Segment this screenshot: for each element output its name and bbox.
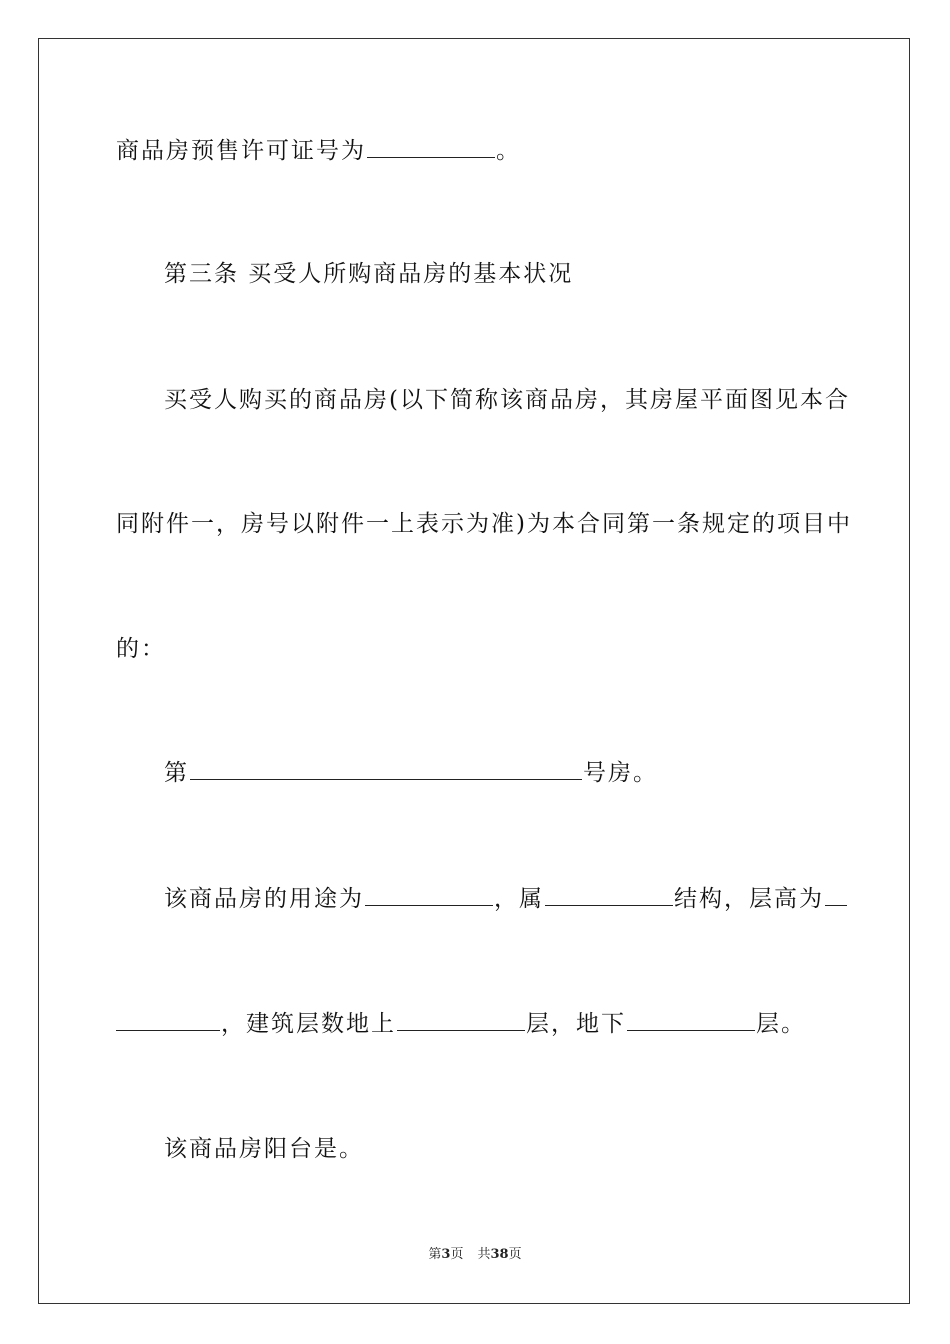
- floors-below-suffix: 层。: [756, 1011, 806, 1037]
- footer-total-prefix: 共: [477, 1247, 491, 1262]
- paragraph-line-3: 的：: [116, 636, 166, 662]
- paragraph-line-2: 同附件一，房号以附件一上表示为准)为本合同第一条规定的项目中: [116, 511, 852, 537]
- floor-height-blank-start[interactable]: [825, 885, 847, 906]
- footer-total-suffix: 页: [508, 1247, 522, 1262]
- room-number-prefix: 第: [164, 760, 189, 786]
- floors-below-label: 层，地下: [526, 1011, 626, 1037]
- balcony-line: 该商品房阳台是。: [164, 1136, 364, 1162]
- floor-height-label: 结构，层高为: [674, 886, 824, 912]
- usage-label: 该商品房的用途为: [164, 886, 364, 912]
- floor-height-blank-end[interactable]: [116, 1010, 220, 1031]
- presale-license-label: 商品房预售许可证号为: [116, 138, 366, 164]
- footer-page-suffix: 页: [450, 1247, 464, 1262]
- floors-above-label: ，建筑层数地上: [221, 1011, 396, 1037]
- structure-blank[interactable]: [545, 885, 673, 906]
- usage-structure-line: [164, 884, 848, 914]
- usage-blank[interactable]: [365, 885, 493, 906]
- structure-label: ，属: [494, 886, 544, 912]
- room-number-blank[interactable]: [190, 759, 582, 780]
- page-frame: [38, 38, 910, 1304]
- footer-page-prefix: 第: [428, 1247, 442, 1262]
- paragraph-line-1: 买受人购买的商品房(以下简称该商品房，其房屋平面图见本合: [164, 387, 850, 413]
- footer-page-number: 3: [441, 1247, 451, 1262]
- presale-license-blank[interactable]: [367, 137, 495, 158]
- room-number-suffix: 号房。: [583, 760, 658, 786]
- page-footer: [0, 1246, 950, 1264]
- room-number-line: [164, 758, 658, 788]
- footer-total-number: 38: [490, 1247, 509, 1262]
- presale-license-line: [116, 136, 521, 166]
- article-three-heading: 第三条 买受人所购商品房的基本状况: [164, 261, 574, 287]
- floors-above-blank[interactable]: [397, 1010, 525, 1031]
- floors-below-blank[interactable]: [627, 1010, 755, 1031]
- floors-line: [116, 1009, 806, 1039]
- presale-license-end: 。: [496, 138, 521, 164]
